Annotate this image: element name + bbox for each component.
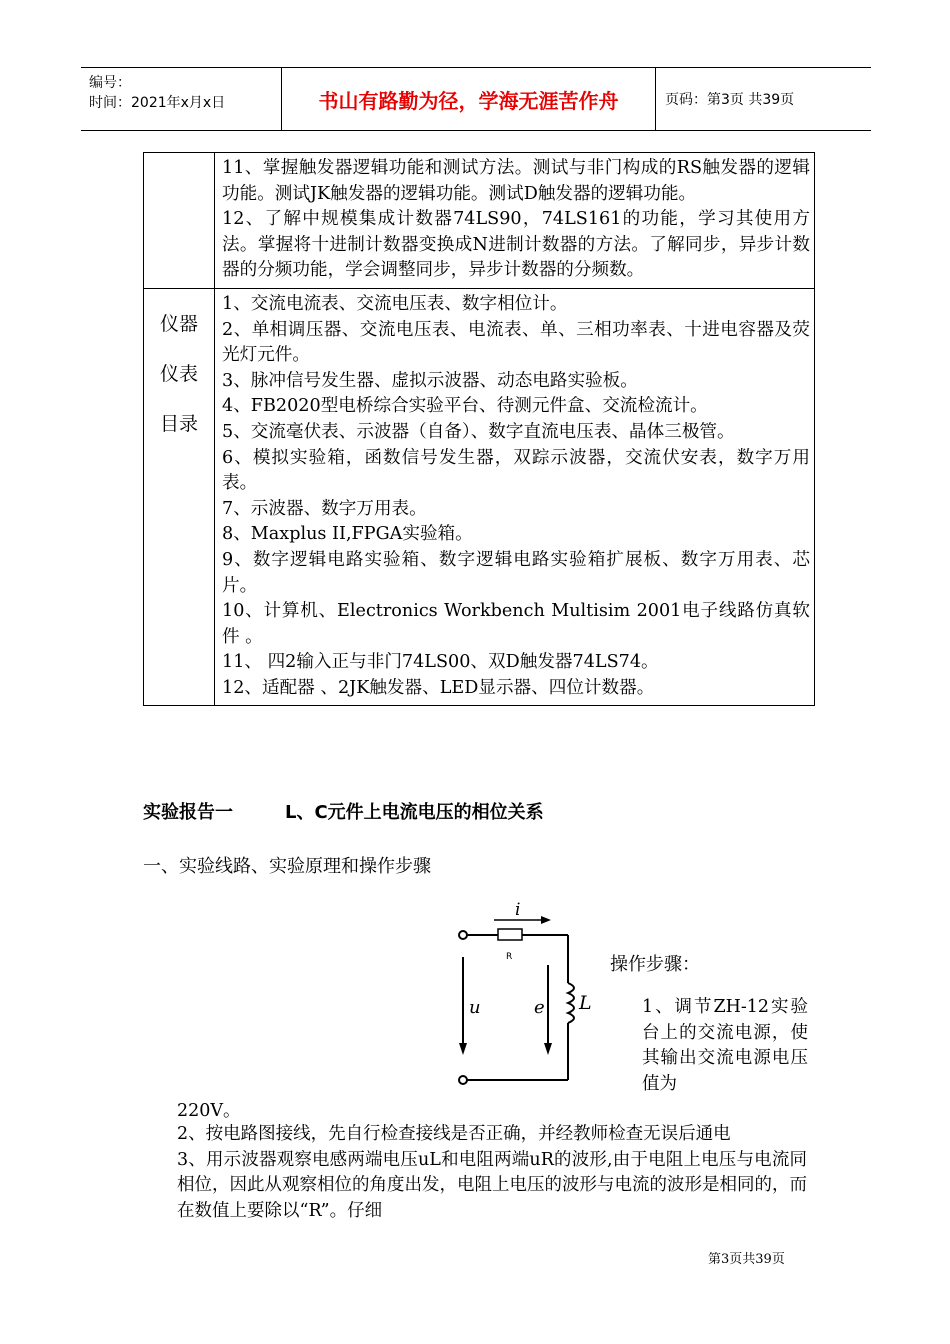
category-label: 仪器 — [159, 312, 198, 335]
inductor-symbol — [568, 983, 574, 1023]
instrument-item: 4、FB2020型电桥综合实验平台、待测元件盒、交流检流计。 — [222, 396, 708, 417]
resistor-symbol — [498, 929, 522, 940]
top-terminal — [459, 931, 467, 939]
table-cell-objectives — [215, 153, 815, 289]
table-cell-empty — [144, 153, 215, 289]
doc-date: 时间：2021年x月x日 — [89, 95, 226, 111]
instrument-table — [143, 152, 815, 706]
step-2-text: 2、按电路图接线，先自行检查接线是否正确，并经教师检查无误后通电 — [177, 1124, 731, 1144]
report-title-left: 实验报告一 — [143, 802, 233, 823]
instrument-item: 7、示波器、数字万用表。 — [222, 498, 427, 519]
objective-item: 12、了解中规模集成计数器74LS90，74LS161的功能，学习其使用方法。掌握将十进制计数器变换成N进制计数器的方法。了解同步，异步计数器的分频功能，学会调整同步，异步计数器的分频数。 — [222, 209, 810, 281]
header-meta — [81, 68, 281, 130]
table-cell-instruments — [215, 288, 815, 706]
category-label: 目录 — [159, 412, 198, 435]
instrument-item: 1、交流电流表、交流电压表、数字相位计。 — [222, 293, 568, 314]
instrument-item: 11、 四2输入正与非门74LS00、双D触发器74LS74。 — [222, 652, 659, 673]
step-1-tail: 220V。 — [177, 1101, 241, 1121]
instrument-item: 3、脉冲信号发生器、虚拟示波器、动态电路实验板。 — [222, 370, 638, 391]
voltage-label-u: u — [469, 997, 481, 1018]
step-1-text: 1、调节ZH-12实验台上的交流电源，使其输出交流电源电压值为 — [642, 997, 808, 1094]
objective-item: 11、掌握触发器逻辑功能和测试方法。测试与非门构成的RS触发器的逻辑功能。测试JK触发器的逻辑功能。测试D触发器的逻辑功能。 — [222, 158, 810, 204]
bottom-terminal — [459, 1076, 467, 1084]
instrument-item: 2、单相调压器、交流电压表、电流表、单、三相功率表、十进电容器及荧光灯元件。 — [222, 319, 810, 366]
instrument-item: 10、计算机、Electronics Workbench Multisim 2001电子线路仿真软件 。 — [222, 601, 810, 647]
section-heading: 一、实验线路、实验原理和操作步骤 — [143, 856, 431, 877]
page-footer: 第3页共39页 — [708, 1252, 785, 1267]
report-title — [143, 798, 544, 824]
table-row — [144, 288, 815, 706]
table-row — [144, 153, 815, 289]
header-motto: 书山有路勤为径，学海无涯苦作舟 — [281, 68, 656, 130]
current-label: i — [515, 900, 521, 920]
emf-label-e: e — [534, 997, 545, 1018]
instrument-item: 9、数字逻辑电路实验箱、数字逻辑电路实验箱扩展板、数字万用表、芯片。 — [222, 549, 810, 596]
steps-title: 操作步骤： — [610, 954, 700, 975]
instrument-item: 8、Maxplus II,FPGA实验箱。 — [222, 524, 473, 545]
report-title-right: L、C元件上电流电压的相位关系 — [285, 802, 544, 823]
instrument-item: 5、交流毫伏表、示波器（自备）、数字直流电压表、晶体三极管。 — [222, 421, 735, 442]
inductor-label: L — [579, 992, 592, 1014]
step-3-text: 3、用示波器观察电感两端电压uL和电阻两端uR的波形,由于电阻上电压与电流同相位，因此从观察相位的角度出发，电阻上电压的波形与电流的波形是相同的，而在数值上要除以“R”。仔细 — [177, 1149, 807, 1221]
table-cell-category — [144, 288, 215, 706]
resistor-label: R — [506, 952, 513, 962]
instrument-item: 12、适配器 、2JK触发器、LED显示器、四位计数器。 — [222, 677, 655, 698]
instrument-item: 6、模拟实验箱，函数信号发生器，双踪示波器，交流伏安表，数字万用表。 — [222, 447, 810, 494]
page-header — [81, 67, 871, 131]
steps-list — [177, 1122, 807, 1224]
rl-circuit-diagram — [448, 895, 598, 1095]
header-page-info: 页码：第3页 共39页 — [665, 92, 795, 108]
category-label: 仪表 — [159, 362, 198, 385]
doc-number-label: 编号： — [89, 75, 131, 91]
